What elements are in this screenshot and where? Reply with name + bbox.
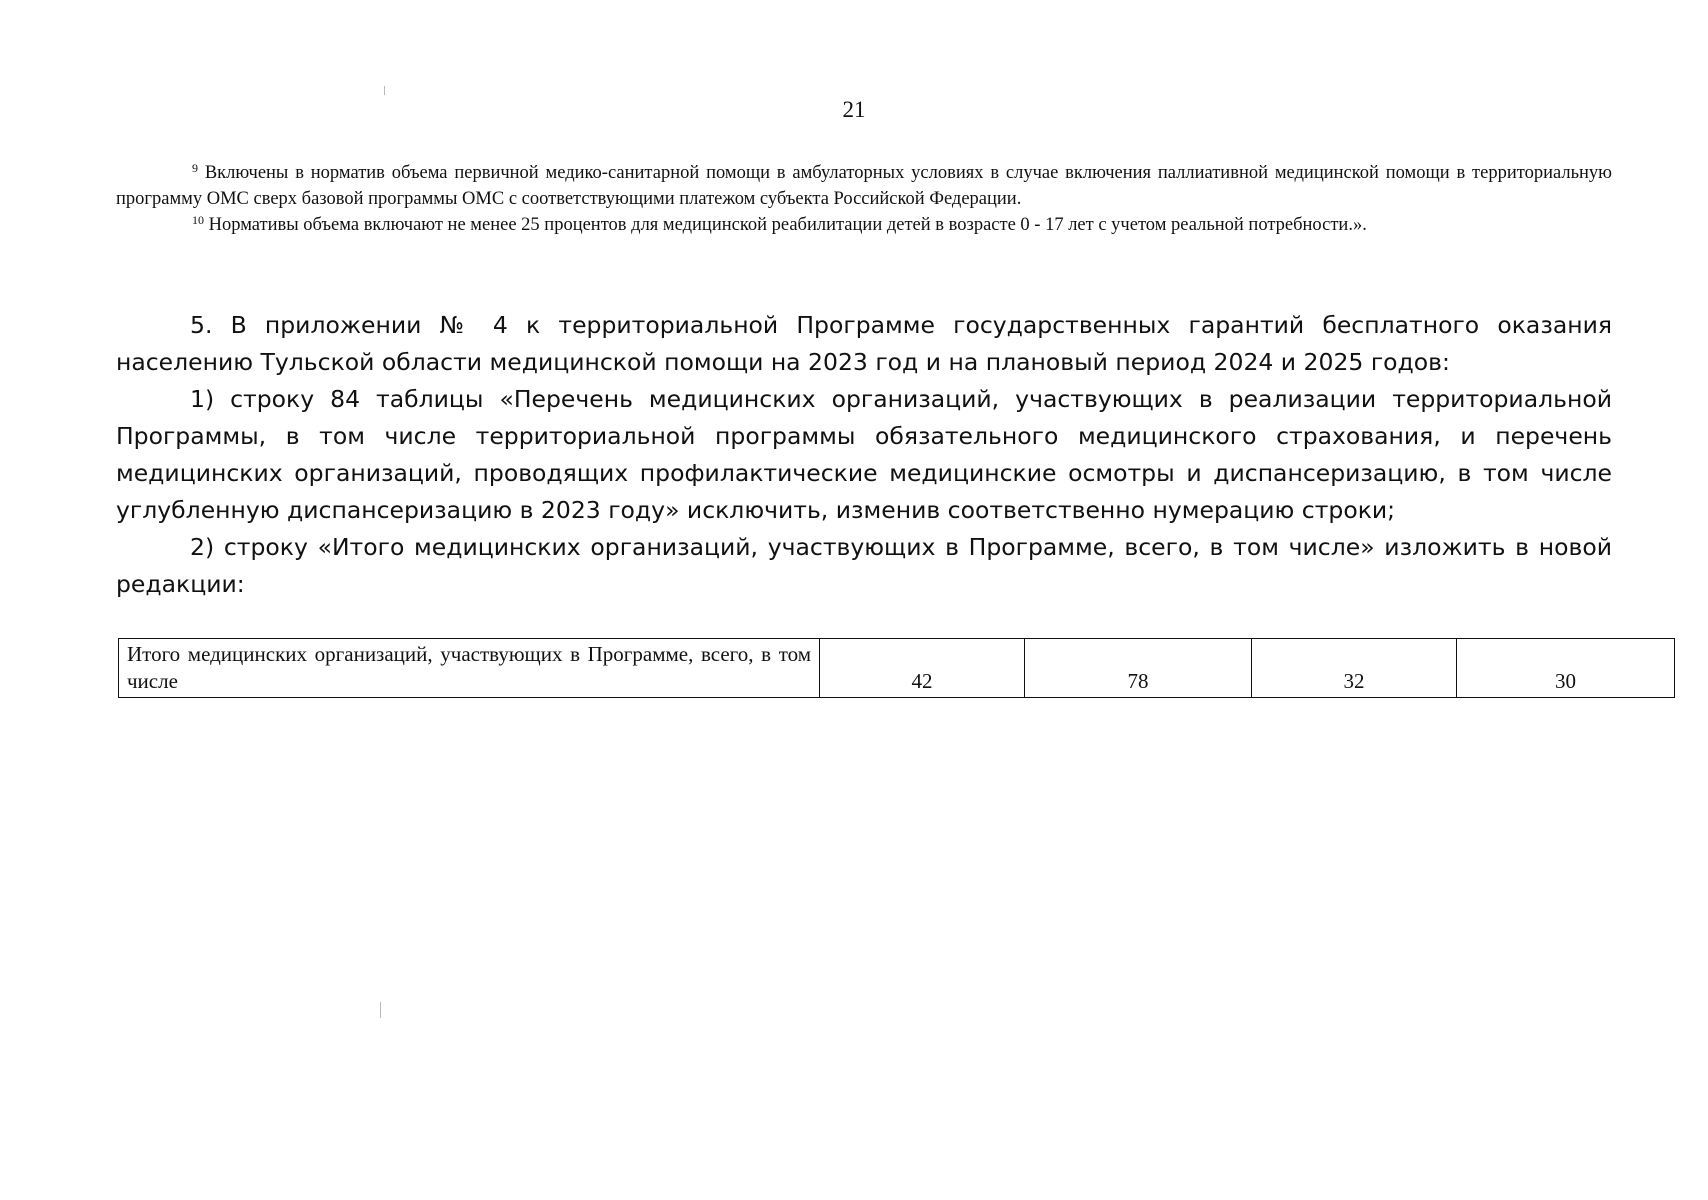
footnote-10	[116, 212, 1612, 238]
table-cell: 78	[1025, 639, 1252, 698]
table-cell: 30	[1457, 639, 1675, 698]
totals-table	[118, 638, 1675, 698]
document-body	[116, 307, 1612, 603]
page-number: 21	[842, 97, 866, 122]
paragraph-subitem-2: 2) строку «Итого медицинских организаций, участвующих в Программе, всего, в том числе» изложить в новой редакции:	[116, 533, 1612, 598]
totals-table-container	[118, 638, 1674, 698]
footnote-text: Включены в норматив объема первичной медико-санитарной помощи в амбулаторных условиях в случае включения паллиативной медицинской помощи в территориальную программу ОМС сверх базовой программы ОМС с соответствующими платежом субъекта Российской Федерации.	[116, 163, 1613, 209]
table-row-label: Итого медицинских организаций, участвующих в Программе, всего, в том числе	[119, 639, 820, 698]
footnote-text: Нормативы объема включают не менее 25 процентов для медицинской реабилитации детей в возрасте 0 - 17 лет с учетом реальной потребности.».	[208, 215, 1367, 235]
footnote-9	[116, 160, 1612, 212]
footnote-marker: 10	[192, 213, 204, 227]
footnote-marker: 9	[192, 161, 198, 175]
scan-mark	[384, 86, 385, 95]
table-cell: 42	[820, 639, 1025, 698]
scan-mark	[380, 1002, 381, 1018]
footnotes	[116, 160, 1612, 238]
table-cell: 32	[1252, 639, 1457, 698]
paragraph-item-5: 5. В приложении № 4 к территориальной Программе государственных гарантий бесплатного оказания населению Тульской области медицинской помощи на 2023 год и на плановый период 2024 и 2025 годов:	[116, 311, 1612, 376]
paragraph-subitem-1: 1) строку 84 таблицы «Перечень медицинских организаций, участвующих в реализации территориальной Программы, в том числе территориальной программы обязательного медицинского страхования, и перечень медицинских организаций, проводящих профилактические медицинские осмотры и диспансеризацию, в том числе углубленную диспансеризацию в 2023 году» исключить, изменив соответственно нумерацию строки;	[116, 385, 1612, 524]
table-row	[119, 639, 1675, 698]
